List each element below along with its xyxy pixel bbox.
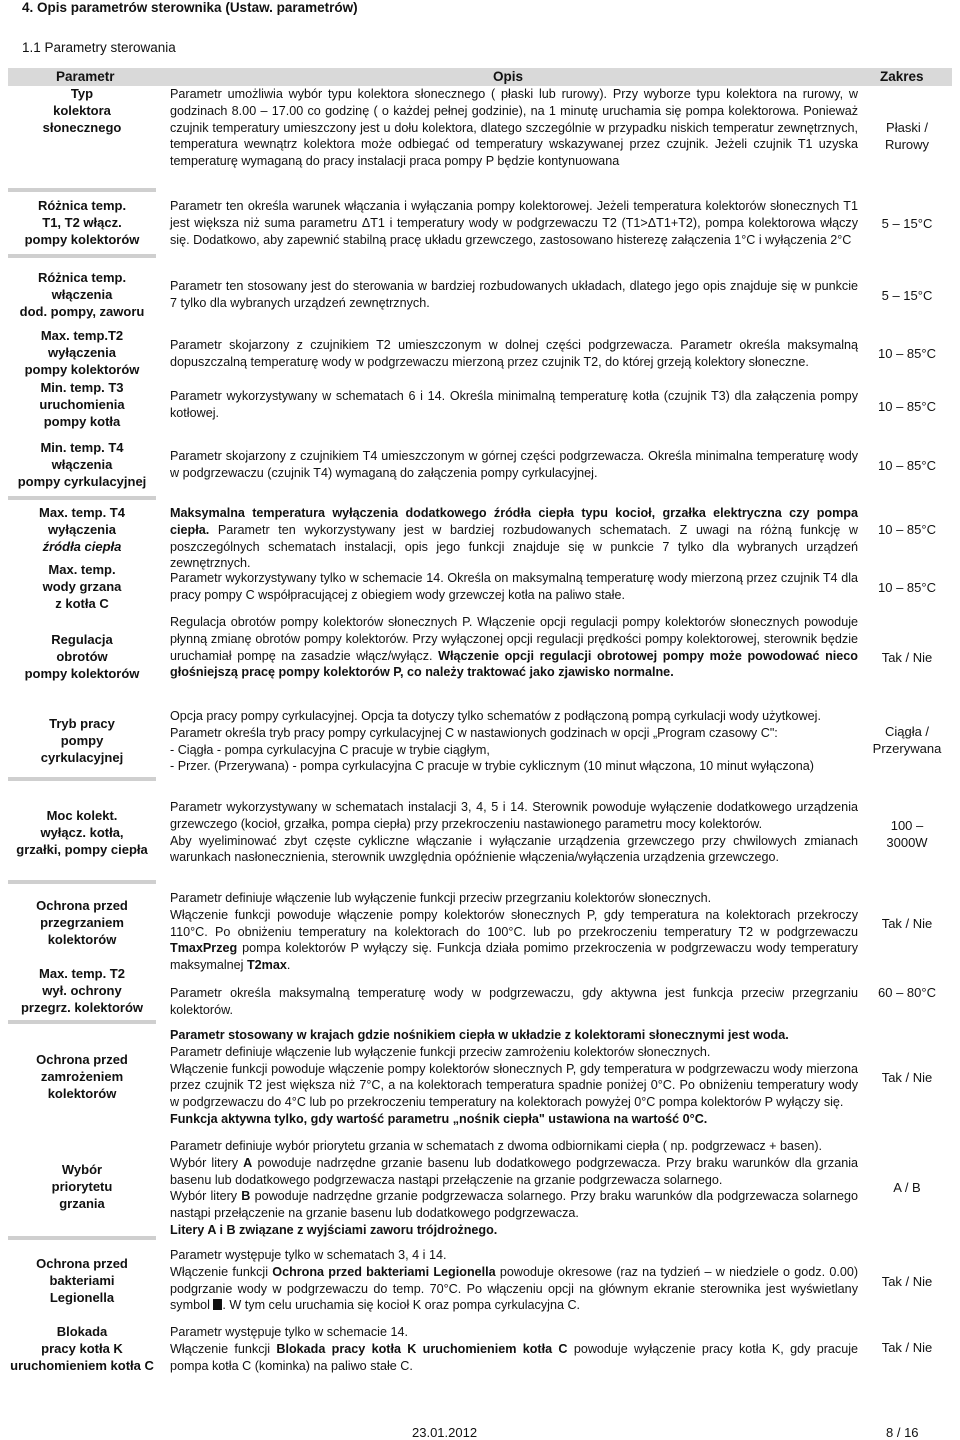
param-range: Płaski / Rurowy: [884, 120, 930, 152]
param-range: 10 – 85°C: [878, 399, 936, 414]
param-range: 5 – 15°C: [881, 216, 933, 231]
param-range: 10 – 85°C: [878, 458, 936, 473]
param-description: Parametr wykorzystywany tylko w schemacie 14. Określa on maksymalną temperaturę wody mierzoną przez czujnik T4 dla pracy pompy C współpracującej z obiegiem wody grzewczej kotła na paliwo stałe.: [170, 571, 858, 602]
param-description: [170, 799, 858, 866]
param-description: [170, 890, 858, 974]
desc-line: Parametr określa tryb pracy pompy cyrkulacyjnej C w nastawionych godzinach w opcji „Program czasowy C":: [170, 725, 778, 740]
param-description-bold: Maksymalna temperatura wyłączenia dodatkowego źródła ciepła typu kocioł, grzałka elektryczna czy pompa ciepła.: [170, 506, 858, 537]
param-description: Parametr określa maksymalną temperaturę wody w podgrzewaczu, gdy aktywna jest funkcja przeciw przegrzaniu kolektorów.: [170, 986, 858, 1017]
param-name: Ochrona przed zamrożeniem kolektorów: [36, 1052, 128, 1101]
row-separator: [8, 880, 156, 884]
desc-line: Funkcja aktywna tylko, gdy wartość parametru „nośnik ciepła" ustawiona na wartość 0°C.: [170, 1111, 708, 1126]
desc-line: - Przer. (Przerywana) - pompa cyrkulacyjna C pracuje w trybie cyklicznym (10 minut włączona, 10 minut wyłączona): [170, 759, 814, 774]
param-name: Różnica temp. T1, T2 włącz. pompy kolektorów: [24, 198, 140, 247]
section-heading: 4. Opis parametrów sterownika (Ustaw. parametrów): [22, 0, 358, 15]
param-name: Max. temp. wody grzana z kotła C: [42, 562, 122, 611]
param-description-text: Regulacja obrotów pompy kolektorów słonecznych P. Włączenie opcji regulacji pompy kolektorów słonecznych powoduje płynną zmianę obrotów pompy kolektorów. Przy wyłączonej opcji regulacji prędkości pompy kolektorowej, sterownik będzie uruchamiał pompę na zasadzie włącz/wyłącz.: [170, 615, 858, 663]
desc-line: Parametr definiuje włączenie lub wyłączenie funkcji przeciw przegrzaniu kolektorów słonecznych.: [170, 891, 712, 905]
param-range: 10 – 85°C: [878, 522, 936, 537]
param-name: Moc kolekt. wyłącz. kotła, grzałki, pompy ciepła: [16, 808, 148, 857]
row-separator: [8, 188, 156, 192]
desc-line: Wybór litery B powoduje nadrzędne grzanie podgrzewacza solarnego. Przy braku warunków dla podgrzewacza solarnego nastąpi przełączenie na grzanie basenu lub dodatkowego podgrzewacza.: [170, 1189, 859, 1221]
row-separator: [8, 1236, 156, 1240]
param-description: [170, 614, 858, 681]
param-description: Parametr ten określa warunek włączania i wyłączania pompy kolektorowej. Jeżeli temperatura kolektorów słonecznych T1 jest większa niż suma parametru ΔT1 i temperatury wody w podgrzewaczu T2 (T1>ΔT1+T2), pompa kolektorowa włączy się. Dodatkowo, aby zapewnić stabilną pracę układu grzewczego, zastosowano histerezę załączenia 1°C i wyłączenia 2°C: [170, 199, 858, 247]
param-description: [170, 1324, 858, 1374]
row-separator: [8, 496, 156, 500]
param-name: Min. temp. T4 włączenia pompy cyrkulacyjnej: [17, 440, 147, 489]
row-separator: [8, 777, 156, 781]
desc-line: Parametr wykorzystywany w schematach instalacji 3, 4, 5 i 14. Sterownik powoduje wyłączenie dodatkowego urządzenia grzewczego (kocioł, grzałka, pompa ciepła) przy przekroczeniu nastawionego parametru mocy kolektorów.: [170, 800, 858, 831]
desc-line: Wybór litery A powoduje nadrzędne grzanie basenu lub dodatkowego podgrzewacza. Przy braku warunków dla grzania basenu lub dodatkowego podgrzewacza nastąpi przełączenie na grzanie podgrzewacza solarnego.: [170, 1155, 859, 1187]
param-description: Parametr umożliwia wybór typu kolektora słonecznego ( płaski lub rurowy). Przy wyborze typu kolektora na rurowy, w godzinach 8.00 – 17.00 co godzinę ( o każdej pełnej godzinie), na 1 minutę uruchamia się pompa kolektorowa. Ponieważ czujnik temperatury umieszczony jest u dołu kolektora, dlatego szczególnie w przypadku niskich temperatur zewnętrznych, temperatura wewnątrz kolektora może odbiegać od temperatury wskazywanej przez czujnik. Jeżeli czujnik T1 uzyska temperaturę wymaganą do pracy instalacji praca pompy P będzie kontynuowana: [170, 87, 858, 169]
param-range: Tak / Nie: [881, 1274, 933, 1289]
param-name: Regulacja obrotów pompy kolektorów: [24, 632, 140, 681]
subsection-heading: 1.1 Parametry sterowania: [22, 40, 176, 55]
param-name: Ochrona przed bakteriami Legionella: [36, 1256, 128, 1305]
param-name: Ochrona przed przegrzaniem kolektorów: [36, 898, 128, 947]
param-range: A / B: [893, 1180, 921, 1195]
param-name: Tryb pracy pompy cyrkulacyjnej: [40, 716, 124, 765]
footer-date: 23.01.2012: [412, 1425, 478, 1440]
desc-line: Włączenie funkcji powoduje włączenie pompy kolektorów słonecznych P, gdy temperatura w podgrzewaczu wody mierzona przez czujnik T2 jest większa niż 7°C, a na kolektorach temperatura spadnie poniżej 0°C. Po obniżeniu temperatury wody w podgrzewaczu do 4°C lub po przekroczeniu temperatury na kolektorach powyżej 0°C pompa kolektorów P wyłączy się.: [170, 1061, 858, 1110]
column-header-range: Zakres: [880, 69, 924, 84]
param-range: 10 – 85°C: [878, 580, 936, 595]
param-range: Tak / Nie: [881, 650, 933, 665]
desc-line: Litery A i B związane z wyjściami zaworu trójdrożnego.: [170, 1222, 498, 1237]
desc-line: Parametr definiuje wybór priorytetu grzania w schematach z dwoma odbiornikami ciepła ( np. podgrzewacz + basen).: [170, 1139, 823, 1153]
param-name: Max. temp. T2 wył. ochrony przegrz. kolektorów: [20, 966, 144, 1015]
param-description: Parametr wykorzystywany w schematach 6 i 14. Określa minimalną temperaturę kotła (czujnik T3) dla załączenia pompy kotłowej.: [170, 389, 858, 420]
param-range: Tak / Nie: [881, 1340, 933, 1355]
param-range: 5 – 15°C: [881, 288, 933, 303]
row-separator: [8, 254, 156, 258]
param-name: Max. temp.T2 wyłączenia pompy kolektorów: [24, 328, 140, 377]
param-description-text: Parametr ten wykorzystywany jest w bardziej rozbudowanych schematach. Z uwagi na różną funkcję w poszczególnych schematach instalacji, opis jego funkcji znajduje się w punkcie 7 tylko dla wybranych urządzeń zewnętrznych.: [170, 522, 858, 571]
param-description: Parametr skojarzony z czujnikiem T2 umieszczonym w dolnej części podgrzewacza. Parametr określa maksymalną dopuszczalną temperaturę wody w podgrzewaczu mierzoną przez czujnik T2, do której grzeją kolektory słoneczne.: [170, 338, 858, 369]
desc-line: Aby wyeliminować zbyt częste cykliczne włączanie i wyłączanie urządzenia grzewczego przy chwilowych zmianach warunkach nasłonecznienia, sterownik uwzględnia opóźnienie włączenia/wyłączenia urządzenia grzewczego.: [170, 833, 858, 865]
param-name: Typ kolektora słonecznego: [42, 86, 122, 135]
param-description: [170, 1138, 858, 1239]
param-description: [170, 1247, 858, 1314]
param-name: Min. temp. T3 uruchomienia pompy kotła: [39, 380, 125, 429]
param-description: [170, 708, 858, 775]
param-name: Blokada pracy kotła K uruchomieniem kotła C: [10, 1324, 154, 1373]
param-name: Max. temp. T4 wyłączenia źródła ciepła: [39, 505, 125, 554]
param-range: 100 – 3000W: [886, 818, 928, 850]
param-name: Różnica temp. włączenia dod. pompy, zaworu: [19, 270, 145, 319]
param-range: 60 – 80°C: [878, 985, 936, 1000]
param-range: 10 – 85°C: [878, 346, 936, 361]
desc-line: Parametr definiuje włączenie lub wyłączenie funkcji przeciw zamrożeniu kolektorów słonecznych.: [170, 1044, 711, 1059]
desc-line: Opcja pracy pompy cyrkulacyjnej. Opcja ta dotyczy tylko schematów z podłączoną pompą cyrkulacji wody użytkowej.: [170, 709, 821, 723]
desc-line: Parametr występuje tylko w schematach 3, 4 i 14.: [170, 1248, 447, 1262]
desc-line: Parametr występuje tylko w schemacie 14.: [170, 1325, 408, 1339]
param-name: Wybór priorytetu grzania: [51, 1162, 113, 1211]
desc-line: Parametr stosowany w krajach gdzie nośnikiem ciepła w układzie z kolektorami słonecznymi jest woda.: [170, 1028, 789, 1042]
param-description: Parametr skojarzony z czujnikiem T4 umieszczonym w górnej części podgrzewacza. Określa minimalna temperaturę wody w podgrzewaczu (czujnik T4) wymaganą do załączenia pompy cyrkulacyjnej.: [170, 449, 858, 480]
param-description-bold: Włączenie opcji regulacji obrotowej pompy może powodować nieco głośniejszą pracę pompy kolektorów P, co należy traktować jako zjawisko normalne.: [170, 648, 859, 680]
desc-line: Włączenie funkcji Ochrona przed bakteriami Legionella powoduje okresowe (raz na tydzień – w niedziele o godz. 0.00) podgrzanie wody w podgrzewaczu do temp. 70°C. Po włączeniu opcji na głównym ekranie sterownika jest wyświetlany symbol . W tym celu uruchamia się kocioł K oraz pompa cyrkulacyjna C.: [170, 1264, 859, 1313]
param-description: [170, 1027, 858, 1128]
footer-page-number: 8 / 16: [886, 1425, 919, 1440]
desc-line: Włączenie funkcji Blokada pracy kotła K uruchomieniem kotła C powoduje wyłączenie pracy kotła K, gdy pracuje pompa kotła C (kominka) na paliwo stałe C.: [170, 1341, 859, 1373]
param-description: [170, 505, 858, 572]
param-description: Parametr ten stosowany jest do sterowania w bardziej rozbudowanych układach, dlatego jego opis znajduje się w punkcie 7 tylko dla wybranych urządzeń zewnętrznych.: [170, 279, 858, 310]
column-header-desc: Opis: [493, 69, 524, 84]
row-separator: [8, 1020, 156, 1024]
column-header-param: Parametr: [56, 69, 115, 84]
param-range: Tak / Nie: [881, 1070, 933, 1085]
table-header: [8, 68, 952, 86]
param-range: Tak / Nie: [881, 916, 933, 931]
param-range: Ciągła / Przerywana: [872, 724, 942, 756]
desc-line: Włączenie funkcji powoduje włączenie pompy kolektorów słonecznych P, gdy temperatura na kolektorach przekroczy 110°C. Po obniżeniu temperatury na kolektorach do 100°C. lub po przekroczeniu temperatury T2 w podgrzewaczu TmaxPrzeg pompa kolektorów P wyłączy się. Funkcja działa pomimo przekroczenia w podgrzewaczu wody temperatury maksymalnej T2max.: [170, 907, 858, 973]
desc-line: - Ciągła - pompa cyrkulacyjna C pracuje w trybie ciągłym,: [170, 742, 490, 757]
